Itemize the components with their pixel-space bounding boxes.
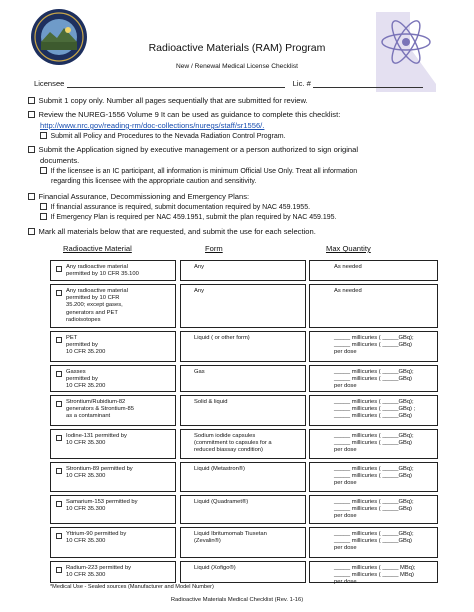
material-checkbox[interactable]	[56, 266, 62, 272]
quantity-text	[334, 335, 435, 357]
material-name-line: Gasses	[66, 369, 86, 375]
form-text-line: Liquid (Quadramet®)	[194, 499, 249, 505]
material-name-line: Strontium/Rubidium-82	[66, 399, 126, 405]
page-title: Radioactive Materials (RAM) Program	[148, 42, 326, 54]
material-name-line: permitted by	[66, 342, 98, 349]
quantity-text	[334, 531, 435, 553]
checklist-item-application: Submit the Application signed by executive management or a person authorized to sign original	[28, 145, 358, 156]
form-text	[194, 466, 302, 473]
form-cell	[180, 365, 306, 392]
page-footer: Radioactive Materials Medical Checklist (Rev. 1-16)	[170, 597, 304, 603]
material-checkbox[interactable]	[56, 501, 62, 507]
material-name-line: 10 CFR 35.300	[66, 538, 106, 545]
quantity-text-line: As needed	[334, 264, 362, 270]
quantity-text-line: _____ millicuries ( _____GBq)	[334, 538, 412, 545]
form-cell	[180, 462, 306, 492]
material-cell	[50, 495, 176, 524]
quantity-text-line: As needed	[334, 288, 362, 294]
footnote: *Medical Use - Sealed sources (Manufacturer and Model Number)	[50, 584, 214, 590]
quantity-text-line: _____ millicuries ( _____GBq)	[334, 506, 412, 513]
quantity-cell	[309, 561, 438, 586]
material-name-line: Iodine-131 permitted by	[66, 433, 127, 439]
licensee-field[interactable]	[67, 81, 285, 88]
material-cell	[50, 561, 176, 583]
column-header-form: Form	[205, 244, 223, 253]
checkbox[interactable]	[40, 203, 47, 210]
material-name-line: 10 CFR 35.300	[66, 506, 106, 513]
quantity-text-line: _____ millicuries ( _____GBq) ;	[334, 406, 416, 413]
quantity-text-line: per dose	[334, 383, 357, 390]
form-text	[194, 499, 302, 506]
checkbox[interactable]	[40, 132, 47, 139]
form-text	[194, 288, 302, 295]
checkbox[interactable]	[40, 213, 47, 220]
quantity-text	[334, 565, 435, 587]
form-text-line: Liquid ( or other form)	[194, 335, 250, 341]
material-cell	[50, 284, 176, 328]
form-text-line: Any	[194, 264, 204, 270]
quantity-text	[334, 499, 435, 521]
quantity-text	[334, 264, 435, 271]
sub-item-policy: Submit all Policy and Procedures to the Nevada Radiation Control Program.	[40, 132, 286, 142]
license-number-label: Lic. #	[292, 79, 311, 88]
form-cell	[180, 429, 306, 459]
quantity-text	[334, 369, 435, 391]
quantity-text-line: per dose	[334, 447, 357, 454]
licensee-label: Licensee	[34, 79, 65, 88]
sub-item-emergency: If Emergency Plan is required per NAC 459.1951, submit the plan required by NAC 459.195.	[40, 213, 337, 223]
quantity-text-line: _____ millicuries ( _____GBq)	[334, 473, 412, 480]
form-text-line: reduced biassay condition)	[194, 447, 263, 454]
form-text	[194, 335, 302, 342]
quantity-text-line: _____ millicuries ( _____GBq);	[334, 369, 414, 375]
form-cell	[180, 331, 306, 362]
quantity-text-line: per dose	[334, 349, 357, 356]
quantity-cell	[309, 462, 438, 492]
material-checkbox[interactable]	[56, 371, 62, 377]
form-text-line: Liquid (Xofigo®)	[194, 565, 236, 571]
material-checkbox[interactable]	[56, 435, 62, 441]
material-checkbox[interactable]	[56, 468, 62, 474]
material-name	[66, 335, 172, 357]
material-name-line: 10 CFR 35.300	[66, 473, 106, 480]
checkbox[interactable]	[40, 167, 47, 174]
form-text-line: Any	[194, 288, 204, 294]
material-checkbox[interactable]	[56, 290, 62, 296]
page-subtitle: New / Renewal Medical License Checklist	[175, 63, 299, 70]
column-header-material: Radioactive Material	[63, 244, 132, 253]
quantity-cell	[309, 395, 438, 426]
quantity-text-line: _____ millicuries ( _____GBq);	[334, 433, 414, 439]
quantity-cell	[309, 331, 438, 362]
licensee-row	[34, 79, 454, 88]
checkbox[interactable]	[28, 146, 35, 153]
form-text-line: Liquid (Metastron®)	[194, 466, 245, 472]
material-cell	[50, 429, 176, 459]
form-text-line: (Zevalin®)	[194, 538, 221, 545]
material-name-line: as a contaminant	[66, 413, 111, 420]
quantity-text-line: _____ millicuries ( _____GBq);	[334, 399, 414, 405]
form-cell	[180, 395, 306, 426]
material-checkbox[interactable]	[56, 533, 62, 539]
form-text	[194, 565, 302, 572]
material-name-line: Samarium-153 permitted by	[66, 499, 138, 505]
quantity-text	[334, 288, 435, 295]
material-name-line: Strontium-89 permitted by	[66, 466, 133, 472]
material-checkbox[interactable]	[56, 337, 62, 343]
material-name-line: 10 CFR 35.300	[66, 572, 106, 579]
material-name-line: 35.200; except gases,	[66, 302, 123, 309]
quantity-text-line: per dose	[334, 545, 357, 552]
quantity-text	[334, 466, 435, 488]
form-text-line: (commitment to capsules for a	[194, 440, 272, 447]
material-name	[66, 565, 172, 579]
quantity-cell	[309, 284, 438, 328]
form-text	[194, 399, 302, 406]
license-number-field[interactable]	[313, 81, 423, 88]
material-name	[66, 369, 172, 391]
material-name-line: Any radioactive material	[66, 288, 128, 294]
form-text-line: Liquid Ibritumomab Tiuxetan	[194, 531, 267, 537]
checklist-item-mark-materials: Mark all materials below that are requested, and submit the use for each selection.	[28, 227, 316, 238]
form-cell	[180, 260, 306, 281]
quantity-text-line: _____ millicuries ( _____GBq)	[334, 413, 412, 420]
quantity-cell	[309, 260, 438, 281]
material-name	[66, 264, 172, 278]
material-name	[66, 499, 172, 513]
material-cell	[50, 331, 176, 362]
checkbox[interactable]	[28, 193, 35, 200]
material-name-line: permitted by 10 CFR	[66, 295, 120, 302]
material-name-line: permitted by 10 CFR 35.100	[66, 271, 139, 278]
quantity-text-line: _____ millicuries ( _____ MBq)	[334, 572, 414, 579]
material-name	[66, 531, 172, 545]
quantity-text-line: per dose	[334, 579, 357, 586]
quantity-text	[334, 433, 435, 455]
sub-item-ic-participant: If the licensee is an IC participant, all information is minimum Official Use Only. Treat all information	[40, 167, 357, 177]
form-cell	[180, 561, 306, 583]
material-name-line: PET	[66, 335, 78, 341]
material-name	[66, 466, 172, 480]
form-text-line: Solid & liquid	[194, 399, 228, 405]
material-name	[66, 288, 172, 324]
form-text-line: Sodium iodide capsules	[194, 433, 256, 439]
material-name-line: generators & Strontium-85	[66, 406, 134, 413]
quantity-text-line: _____ millicuries ( _____GBq)	[334, 440, 412, 447]
material-name-line: Radium-223 permitted by	[66, 565, 132, 571]
material-cell	[50, 260, 176, 281]
checklist-item-submit-copy: Submit 1 copy only. Number all pages sequentially that are submitted for review.	[28, 96, 308, 107]
checkbox[interactable]	[28, 228, 35, 235]
checkbox[interactable]	[28, 111, 35, 118]
material-cell	[50, 365, 176, 392]
column-header-quantity: Max Quantity	[326, 244, 371, 253]
quantity-text-line: _____ millicuries ( _____GBq)	[334, 342, 412, 349]
quantity-text-line: _____ millicuries ( _____GBq);	[334, 335, 414, 341]
quantity-text-line: _____ millicuries ( _____GBq);	[334, 499, 414, 505]
material-name-line: generators and PET	[66, 309, 118, 316]
quantity-text-line: _____ millicuries ( _____GBq)	[334, 376, 412, 383]
form-cell	[180, 527, 306, 558]
material-cell	[50, 462, 176, 492]
material-checkbox[interactable]	[56, 567, 62, 573]
material-checkbox[interactable]	[56, 401, 62, 407]
checkbox[interactable]	[28, 97, 35, 104]
quantity-text-line: per dose	[334, 513, 357, 520]
material-cell	[50, 527, 176, 558]
quantity-text-line: per dose	[334, 480, 357, 487]
form-text-line: Gas	[194, 369, 205, 375]
ic-participant-continued: regarding this licensee with the appropriate caution and sensitivity.	[51, 178, 257, 185]
material-name	[66, 433, 172, 447]
quantity-text	[334, 399, 435, 421]
material-name-line: Yttrium-90 permitted by	[66, 531, 127, 537]
nureg-link[interactable]: http://www.nrc.gov/reading-rm/doc-collections/nuregs/staff/sr1556/.	[40, 121, 265, 130]
sub-item-financial: If financial assurance is required, submit documentation required by NAC 459.1955.	[40, 203, 310, 213]
quantity-text-line: _____ millicuries ( _____GBq);	[334, 531, 414, 537]
form-text	[194, 369, 302, 376]
application-continued: documents.	[40, 156, 80, 165]
form-text	[194, 531, 302, 545]
material-name	[66, 399, 172, 421]
quantity-cell	[309, 429, 438, 459]
material-name-line: radioisotopes	[66, 316, 101, 323]
form-text	[194, 433, 302, 455]
material-name-line: permitted by	[66, 376, 98, 383]
form-cell	[180, 284, 306, 328]
quantity-cell	[309, 527, 438, 558]
material-name-line: 10 CFR 35.300	[66, 440, 106, 447]
form-text	[194, 264, 302, 271]
material-cell	[50, 395, 176, 426]
material-name-line: 10 CFR 35.200	[66, 383, 106, 390]
checklist-item-financial-assurance: Financial Assurance, Decommissioning and Emergency Plans:	[28, 192, 249, 203]
quantity-cell	[309, 365, 438, 392]
quantity-text-line: _____ millicuries ( _____ MBq);	[334, 565, 416, 571]
form-cell	[180, 495, 306, 524]
material-name-line: Any radioactive material	[66, 264, 128, 270]
quantity-cell	[309, 495, 438, 524]
nevada-state-seal	[30, 8, 88, 66]
checklist-item-nureg: Review the NUREG-1556 Volume 9 It can be used as guidance to complete this checklist:	[28, 110, 340, 121]
quantity-text-line: _____ millicuries ( _____GBq);	[334, 466, 414, 472]
material-name-line: 10 CFR 35.200	[66, 349, 106, 356]
